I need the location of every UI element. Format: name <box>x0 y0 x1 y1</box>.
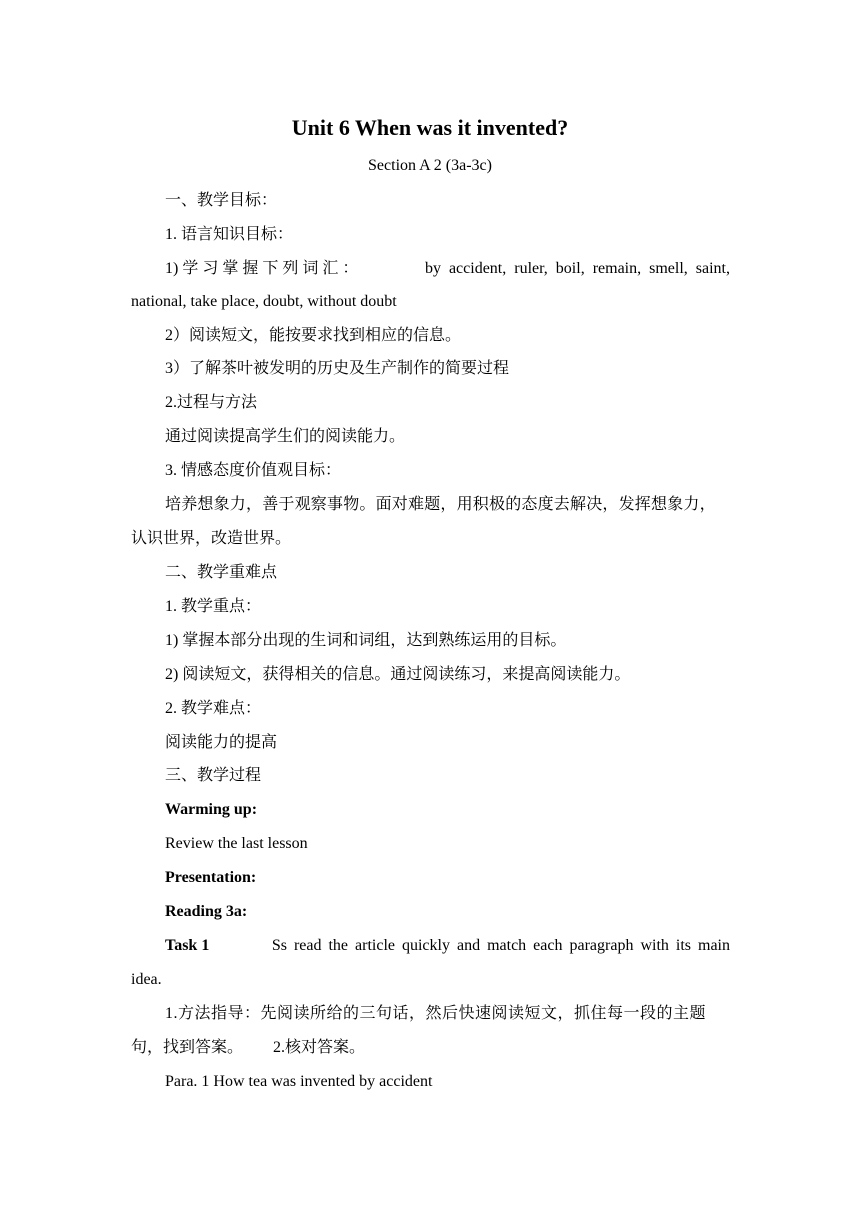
task-1-label: Task 1 <box>165 937 210 954</box>
task-1-line <box>165 934 730 958</box>
subheading-attitude-goals: 3. 情感态度价值观目标： <box>165 462 342 479</box>
section-heading-procedure: 三、教学过程 <box>165 767 262 784</box>
check-answers-text: 2.核对答案。 <box>273 1039 366 1056</box>
document-subtitle: Section A 2 (3a-3c) <box>368 157 492 174</box>
key-point-2: 2) 阅读短文，获得相关的信息。通过阅读练习，来提高阅读能力。 <box>165 666 631 683</box>
subheading-language-goals: 1. 语言知识目标： <box>165 226 294 243</box>
section-heading-objectives: 一、教学目标： <box>165 192 278 209</box>
task-1-text-continued: idea. <box>131 971 162 988</box>
vocab-line-continued: national, take place, doubt, without doubt <box>131 293 397 310</box>
attitude-goals-text: 培养想象力，善于观察事物。面对难题，用积极的态度去解决，发挥想象力， <box>165 496 716 513</box>
method-guide-text-continued <box>131 1036 365 1060</box>
subheading-key-points: 1. 教学重点： <box>165 598 262 615</box>
method-guide-answer: 句，找到答案。 <box>131 1039 244 1056</box>
method-guide-text: 1.方法指导：先阅读所给的三句话，然后快速阅读短文，抓住每一段的主题 <box>165 1005 707 1022</box>
warming-up-text: Review the last lesson <box>165 835 308 852</box>
vocab-line <box>165 257 730 281</box>
vocab-line-words: by accident, ruler, boil, remain, smell, saint, <box>424 260 730 277</box>
subheading-difficulties: 2. 教学难点： <box>165 700 262 717</box>
warming-up-heading: Warming up: <box>165 801 258 818</box>
subheading-process-method: 2.过程与方法 <box>165 394 258 411</box>
process-method-text: 通过阅读提高学生们的阅读能力。 <box>165 428 406 445</box>
goal-item-2: 2）阅读短文，能按要求找到相应的信息。 <box>165 327 462 344</box>
attitude-goals-text-continued: 认识世界，改造世界。 <box>131 530 292 547</box>
vocab-line-label: 1) 学 习 掌 握 下 列 词 汇 ： <box>165 260 359 277</box>
goal-item-3: 3）了解茶叶被发明的历史及生产制作的简要过程 <box>165 360 510 377</box>
section-heading-key-points: 二、教学重难点 <box>165 564 278 581</box>
presentation-heading: Presentation: <box>165 869 257 886</box>
task-1-text: Ss read the article quickly and match each paragraph with its main <box>271 937 730 954</box>
difficulty-text: 阅读能力的提高 <box>165 734 278 751</box>
document-title: Unit 6 When was it invented? <box>291 115 569 140</box>
paragraph-1-idea: Para. 1 How tea was invented by accident <box>165 1073 433 1090</box>
key-point-1: 1) 掌握本部分出现的生词和词组，达到熟练运用的目标。 <box>165 632 567 649</box>
reading-3a-heading: Reading 3a: <box>165 903 248 920</box>
